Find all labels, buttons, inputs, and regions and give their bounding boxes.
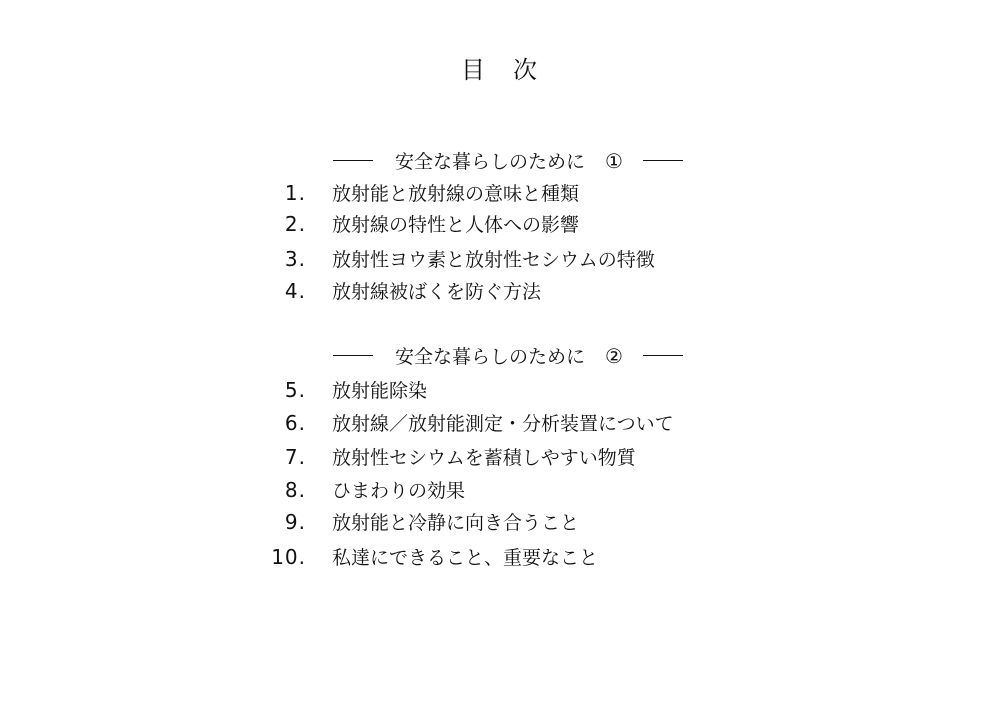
toc-item-3[interactable] bbox=[240, 245, 655, 272]
rule-right bbox=[643, 160, 683, 161]
toc-label: 放射線の特性と人体への影響 bbox=[332, 214, 580, 236]
toc-item-1[interactable] bbox=[240, 179, 579, 206]
toc-number: 7. bbox=[284, 445, 306, 469]
rule-right bbox=[643, 355, 683, 356]
toc-label: 放射性ヨウ素と放射性セシウムの特徴 bbox=[332, 249, 655, 271]
section-header-2 bbox=[333, 342, 683, 369]
toc-number: 4. bbox=[284, 279, 306, 303]
toc-number: 3. bbox=[284, 247, 306, 271]
toc-label: 放射線／放射能測定・分析装置について bbox=[332, 413, 674, 435]
toc-item-9[interactable] bbox=[240, 508, 579, 535]
section-title: 安全な暮らしのために bbox=[395, 151, 586, 173]
toc-item-5[interactable] bbox=[240, 376, 427, 403]
toc-label: 放射線被ばくを防ぐ方法 bbox=[332, 281, 542, 303]
toc-number: 5. bbox=[284, 378, 306, 402]
toc-item-2[interactable] bbox=[240, 210, 579, 237]
section-marker: ① bbox=[605, 148, 623, 173]
section-title: 安全な暮らしのために bbox=[395, 346, 586, 368]
toc-item-4[interactable] bbox=[240, 277, 541, 304]
rule-left bbox=[333, 355, 373, 356]
toc-label: 私達にできること、重要なこと bbox=[332, 547, 599, 569]
toc-label: 放射能除染 bbox=[332, 380, 428, 402]
rule-left bbox=[333, 160, 373, 161]
toc-number: 6. bbox=[284, 411, 306, 435]
toc-number: 10. bbox=[271, 545, 306, 569]
section-marker: ② bbox=[605, 343, 623, 368]
toc-label: 放射性セシウムを蓄積しやすい物質 bbox=[332, 447, 636, 469]
page-title: 目 次 bbox=[461, 56, 539, 84]
toc-item-6[interactable] bbox=[240, 409, 674, 436]
toc-number: 1. bbox=[284, 181, 306, 205]
toc-label: ひまわりの効果 bbox=[332, 480, 466, 502]
toc-label: 放射能と冷静に向き合うこと bbox=[332, 512, 580, 534]
toc-number: 8. bbox=[284, 478, 306, 502]
toc-item-10[interactable] bbox=[240, 543, 598, 570]
section-header-1 bbox=[333, 147, 683, 174]
toc-number: 2. bbox=[284, 212, 306, 236]
toc-number: 9. bbox=[284, 510, 306, 534]
toc-item-8[interactable] bbox=[240, 476, 465, 503]
toc-label: 放射能と放射線の意味と種類 bbox=[332, 183, 580, 205]
toc-item-7[interactable] bbox=[240, 443, 636, 470]
